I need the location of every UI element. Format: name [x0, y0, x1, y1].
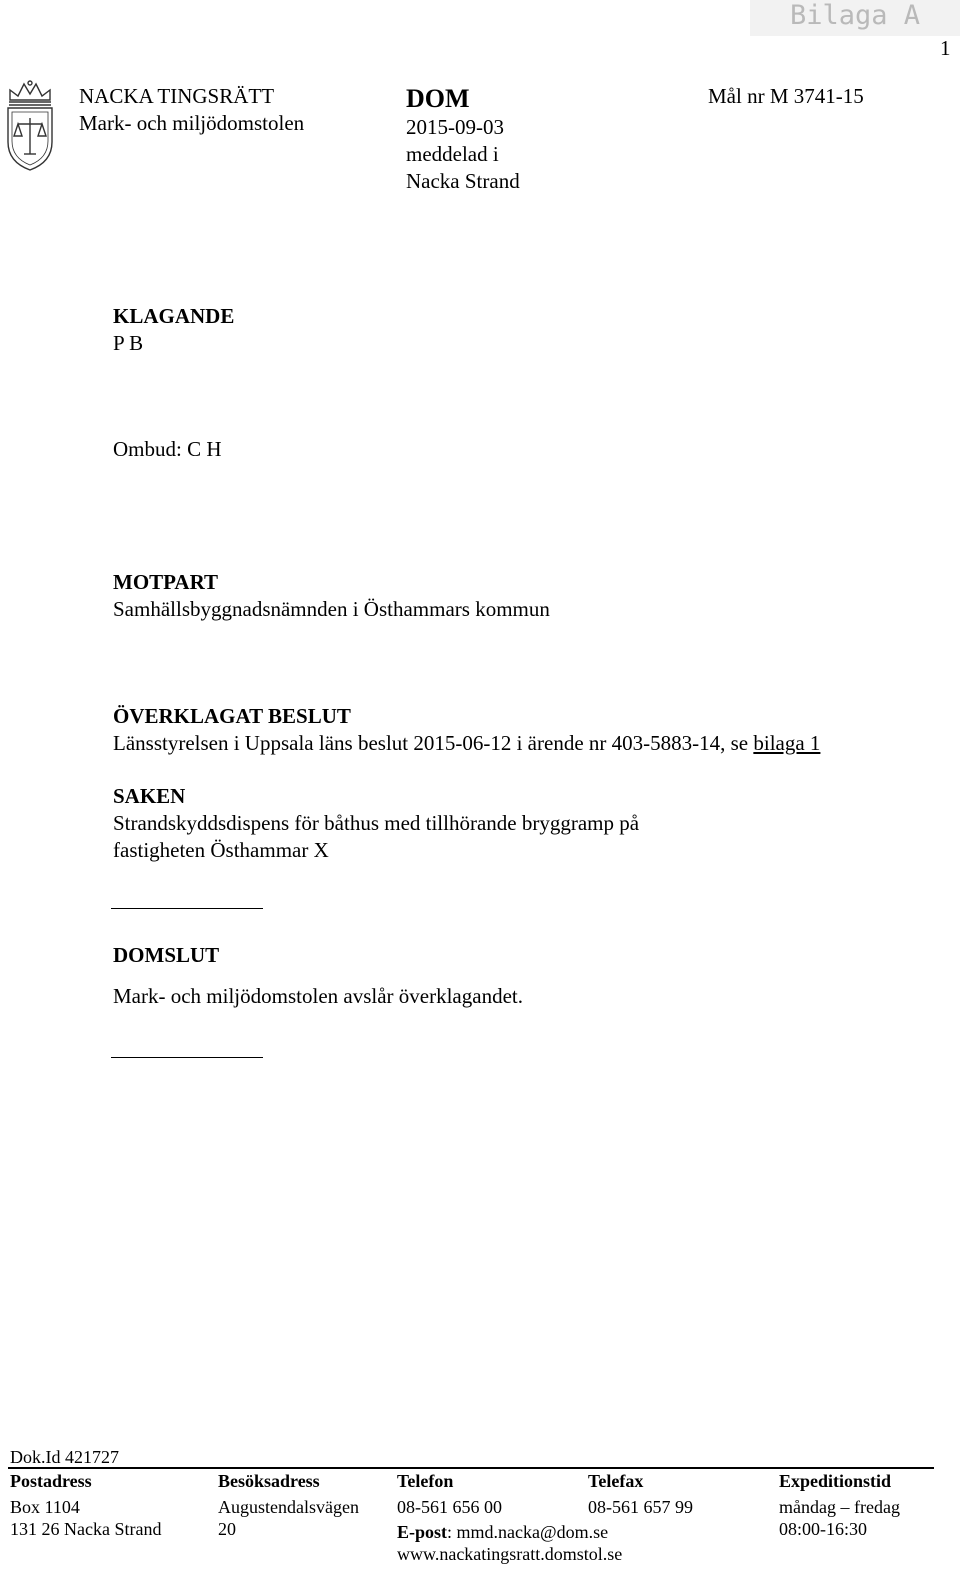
coat-of-arms-icon: [4, 80, 56, 172]
email-label: E-post: [397, 1522, 448, 1542]
saken-section: [113, 783, 639, 864]
ombud-line: Ombud: C H: [113, 437, 222, 461]
domslut-heading: [113, 942, 219, 969]
overklagat-text: Länsstyrelsen i Uppsala läns beslut 2015-06-12 i ärende nr 403-5883-14, se: [113, 731, 754, 755]
klagande-name: P B: [113, 331, 144, 355]
court-division: Mark- och miljödomstolen: [79, 111, 305, 135]
footer-col-expeditionstid: [779, 1470, 900, 1540]
saken-line-1: Strandskyddsdispens för båthus med tillhörande bryggramp på: [113, 811, 640, 835]
footer-col-besoksadress: [218, 1470, 359, 1540]
footer-col-postadress: [10, 1470, 161, 1540]
court-name: NACKA TINGSRÄTT: [79, 84, 275, 108]
footer-value: Augustendalsvägen: [218, 1497, 359, 1517]
page-number: 1: [940, 36, 951, 60]
email-value[interactable]: : mmd.nacka@dom.se: [447, 1522, 609, 1542]
footer-col-telefax: [588, 1470, 693, 1518]
footer-value: 08-561 656 00: [397, 1497, 502, 1517]
footer-header-besoksadress: Besöksadress: [218, 1471, 320, 1491]
footer-value: 131 26 Nacka Strand: [10, 1519, 162, 1539]
overklagat-section: [113, 703, 820, 757]
divider-rule: [111, 908, 263, 909]
bilaga-1-link[interactable]: bilaga 1: [753, 731, 821, 755]
motpart-name: Samhällsbyggnadsnämnden i Östhammars kommun: [113, 597, 550, 621]
overklagat-text-line: [113, 730, 820, 757]
domslut-text: Mark- och miljödomstolen avslår överklagandet.: [113, 984, 523, 1008]
klagande-section: [113, 303, 234, 357]
klagande-heading: KLAGANDE: [113, 304, 235, 328]
footer-header-telefax: Telefax: [588, 1471, 644, 1491]
divider-rule: [111, 1057, 263, 1058]
footer-header-postadress: Postadress: [10, 1471, 92, 1491]
website-link[interactable]: www.nackatingsratt.domstol.se: [397, 1544, 623, 1564]
judgment-details: [406, 114, 520, 195]
court-header: [79, 83, 304, 137]
judgment-title: DOM: [406, 84, 470, 113]
judgment-issued-line: meddelad i: [406, 142, 499, 166]
footer-value: 08:00-16:30: [779, 1519, 867, 1539]
footer-value: 08-561 657 99: [588, 1497, 693, 1517]
footer-header-telefon: Telefon: [397, 1471, 454, 1491]
overklagat-heading: ÖVERKLAGAT BESLUT: [113, 704, 351, 728]
judgment-date: 2015-09-03: [406, 115, 504, 139]
bilaga-stamp-label: Bilaga A: [790, 0, 921, 31]
footer-value: Box 1104: [10, 1497, 80, 1517]
saken-heading: SAKEN: [113, 784, 186, 808]
footer-value: måndag – fredag: [779, 1497, 900, 1517]
judgment-place: Nacka Strand: [406, 169, 520, 193]
footer-header-expeditionstid: Expeditionstid: [779, 1471, 892, 1491]
motpart-section: [113, 569, 550, 623]
document-id: Dok.Id 421727: [10, 1447, 119, 1467]
saken-line-2: fastigheten Östhammar X: [113, 838, 329, 862]
footer-email-line: [397, 1521, 622, 1543]
case-number: Mål nr M 3741-15: [708, 84, 864, 108]
footer-value: 20: [218, 1519, 236, 1539]
footer-divider: [8, 1467, 934, 1469]
domslut-title: DOMSLUT: [113, 943, 220, 967]
motpart-heading: MOTPART: [113, 570, 219, 594]
